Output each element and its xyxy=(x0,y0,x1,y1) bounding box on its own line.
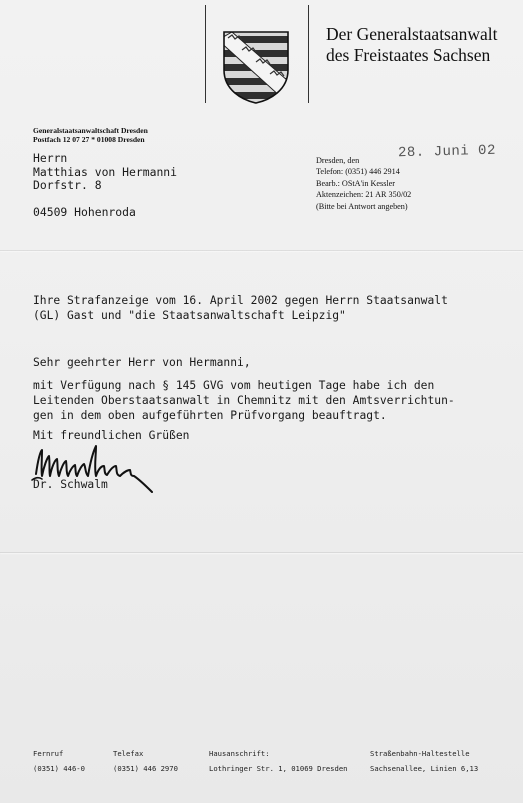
date-stamp: 28. Juni 02 xyxy=(397,142,497,162)
recipient-name: Matthias von Hermanni xyxy=(33,164,178,179)
body-line-2: Leitenden Oberstaatsanwalt in Chemnitz mit den Amtsverrichtun- xyxy=(33,393,455,407)
footer-telefax xyxy=(113,746,178,776)
footer-transit xyxy=(370,746,478,776)
telefon-line: Telefon: (0351) 446 2914 xyxy=(316,167,400,177)
recipient-street: Dorfstr. 8 xyxy=(33,178,102,192)
recipient-address xyxy=(33,152,177,219)
authority-title-line-1: Der Generalstaatsanwalt xyxy=(326,24,498,44)
letter-body xyxy=(33,379,455,423)
footer-transit-label: Straßenbahn-Haltestelle xyxy=(370,749,470,758)
authority-title-line-2: des Freistaates Sachsen xyxy=(326,45,491,65)
footer-fernruf-label: Fernruf xyxy=(33,749,64,758)
subject-line xyxy=(33,294,448,323)
footer-address-label: Hausanschrift: xyxy=(209,749,270,758)
body-line-3: gen in dem oben aufgeführten Prüfvorgang beauftragt. xyxy=(33,408,387,422)
footer-fernruf xyxy=(33,746,85,776)
bearbeiter-line: Bearb.: OStA'in Kessler xyxy=(316,178,396,188)
header-divider-left xyxy=(205,5,206,103)
sender-line-1: Generalstaatsanwaltschaft Dresden xyxy=(33,126,148,135)
subject-line-1: Ihre Strafanzeige vom 16. April 2002 gegen Herrn Staatsanwalt xyxy=(33,294,448,307)
footer-transit-value: Sachsenallee, Linien 6,13 xyxy=(370,764,479,773)
aktenzeichen-line: Aktenzeichen: 21 AR 350/02 xyxy=(316,190,412,200)
sender-line-2: Postfach 12 07 27 * 01008 Dresden xyxy=(33,135,145,144)
saxony-coat-of-arms-icon xyxy=(222,30,290,104)
footer-address xyxy=(209,746,347,776)
reply-note: (Bitte bei Antwort angeben) xyxy=(316,201,408,211)
footer-telefax-label: Telefax xyxy=(113,749,144,758)
sender-address xyxy=(33,126,148,144)
reference-block xyxy=(316,155,411,212)
place-date-label: Dresden, den xyxy=(316,156,360,165)
recipient-city: 04509 Hohenroda xyxy=(33,204,136,219)
body-line-1: mit Verfügung nach § 145 GVG vom heutigen Tage habe ich den xyxy=(33,379,435,392)
paper-fold xyxy=(0,250,523,251)
letter-closing: Mit freundlichen Grüßen xyxy=(33,429,190,442)
footer-fernruf-value: (0351) 446-0 xyxy=(33,764,85,773)
paper-fold xyxy=(0,552,523,553)
authority-title xyxy=(326,24,498,66)
header-divider-right xyxy=(308,5,309,103)
subject-line-2: (GL) Gast und "die Staatsanwaltschaft Leipzig" xyxy=(33,308,346,322)
recipient-salutation: Herrn xyxy=(33,151,68,165)
signer-name: Dr. Schwalm xyxy=(33,478,108,491)
footer-address-value: Lothringer Str. 1, 01069 Dresden xyxy=(209,764,348,773)
letter-salutation: Sehr geehrter Herr von Hermanni, xyxy=(33,356,251,369)
footer-telefax-value: (0351) 446 2970 xyxy=(113,764,178,773)
